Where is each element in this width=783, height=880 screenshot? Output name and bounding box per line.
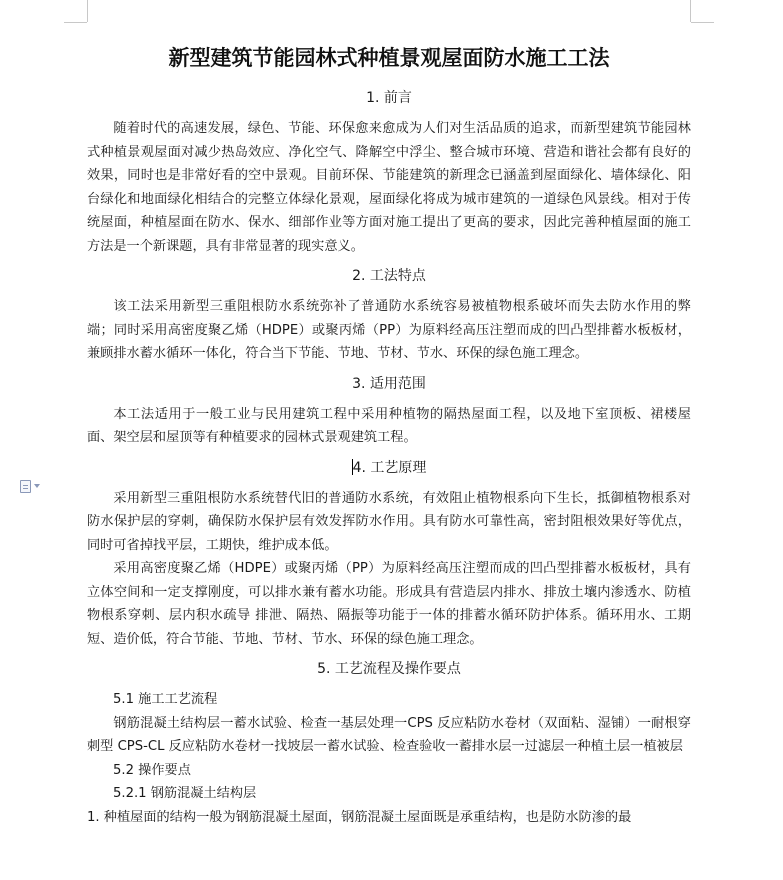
document-icon — [20, 480, 31, 493]
corner-mark-top-right — [691, 22, 714, 23]
corner-mark-top-left — [87, 0, 88, 22]
section-heading: 4. 工艺原理 — [352, 459, 427, 476]
paragraph-options-icon[interactable] — [20, 478, 48, 494]
document-body — [87, 38, 691, 829]
subsection-heading: 5.2.1 钢筋混凝土结构层 — [113, 786, 257, 801]
paragraph: 采用高密度聚乙烯（HDPE）或聚丙烯（PP）为原料经高压注塑而成的凹凸型排蓄水板板材，具有立体空间和一定支撑刚度，可以排水兼有蓄水功能。形成具有营造层内排水、排放土壤内渗透水、防植物根系穿刺、层内积水疏导 排泄、隔热、隔振等功能于一体的排蓄水循环防护体系。循环用水、工期短、造价低，符合节能、节地、节材、节水、环保的绿色施工理念。 — [87, 561, 691, 647]
corner-mark-top-right — [690, 0, 691, 22]
subsection-heading: 5.2 操作要点 — [113, 762, 191, 778]
section-heading: 5. 工艺流程及操作要点 — [317, 661, 461, 677]
subsection-heading: 5.1 施工工艺流程 — [113, 692, 218, 707]
section-heading-with-cursor — [87, 458, 691, 478]
document-title: 新型建筑节能园林式种植景观屋面防水施工工法 — [168, 46, 610, 70]
section-heading: 3. 适用范围 — [352, 375, 426, 392]
list-item: 1. 种植屋面的结构一般为钢筋混凝土屋面，钢筋混凝土屋面既是承重结构，也是防水防渗的最 — [87, 809, 632, 825]
paragraph: 钢筋混凝土结构层一蓄水试验、检查一基层处理一CPS 反应粘防水卷材（双面粘、湿铺）一耐根穿刺型 CPS-CL 反应粘防水卷材一找坡层一蓄水试验、检查验收一蓄排水层一过滤层一种植土层一植被层 — [87, 715, 691, 754]
section-heading: 2. 工法特点 — [352, 268, 426, 284]
section-heading: 1. 前言 — [366, 90, 412, 106]
paragraph: 采用新型三重阻根防水系统替代旧的普通防水系统，有效阻止植物根系向下生长，抵御植物根系对防水保护层的穿刺，确保防水保护层有效发挥防水作用。具有防水可靠性高，密封阻根效果好等优点，同时可省掉找平层，工期快，维护成本低。 — [87, 490, 691, 553]
chevron-down-icon — [34, 484, 40, 488]
paragraph: 本工法适用于一般工业与民用建筑工程中采用种植物的隔热屋面工程，以及地下室顶板、裙楼屋面、架空层和屋顶等有种植要求的园林式景观建筑工程。 — [87, 406, 691, 445]
corner-mark-top-left — [64, 22, 87, 23]
paragraph: 随着时代的高速发展，绿色、节能、环保愈来愈成为人们对生活品质的追求，而新型建筑节能园林式种植景观屋面对减少热岛效应、净化空气、降解空中浮尘、整合城市环境、营造和谐社会都有良好的效果，同时也是非常好看的空中景观。目前环保、节能建筑的新理念已涵盖到屋面绿化、墙体绿化、阳台绿化和地面绿化相结合的完整立体绿化景观，屋面绿化将成为城市建筑的一道绿色风景线。相对于传统屋面，种植屋面在防水、保水、细部作业等方面对施工提出了更高的要求，因此完善种植屋面的施工方法是一个新课题，具有非常显著的现实意义。 — [87, 121, 691, 254]
paragraph: 该工法采用新型三重阻根防水系统弥补了普通防水系统容易被植物根系破坏而失去防水作用的弊端；同时采用高密度聚乙烯（HDPE）或聚丙烯（PP）为原料经高压注塑而成的凹凸型排蓄水板板材，兼顾排水蓄水循环一体化，符合当下节能、节地、节材、节水、环保的绿色施工理念。 — [87, 299, 691, 361]
